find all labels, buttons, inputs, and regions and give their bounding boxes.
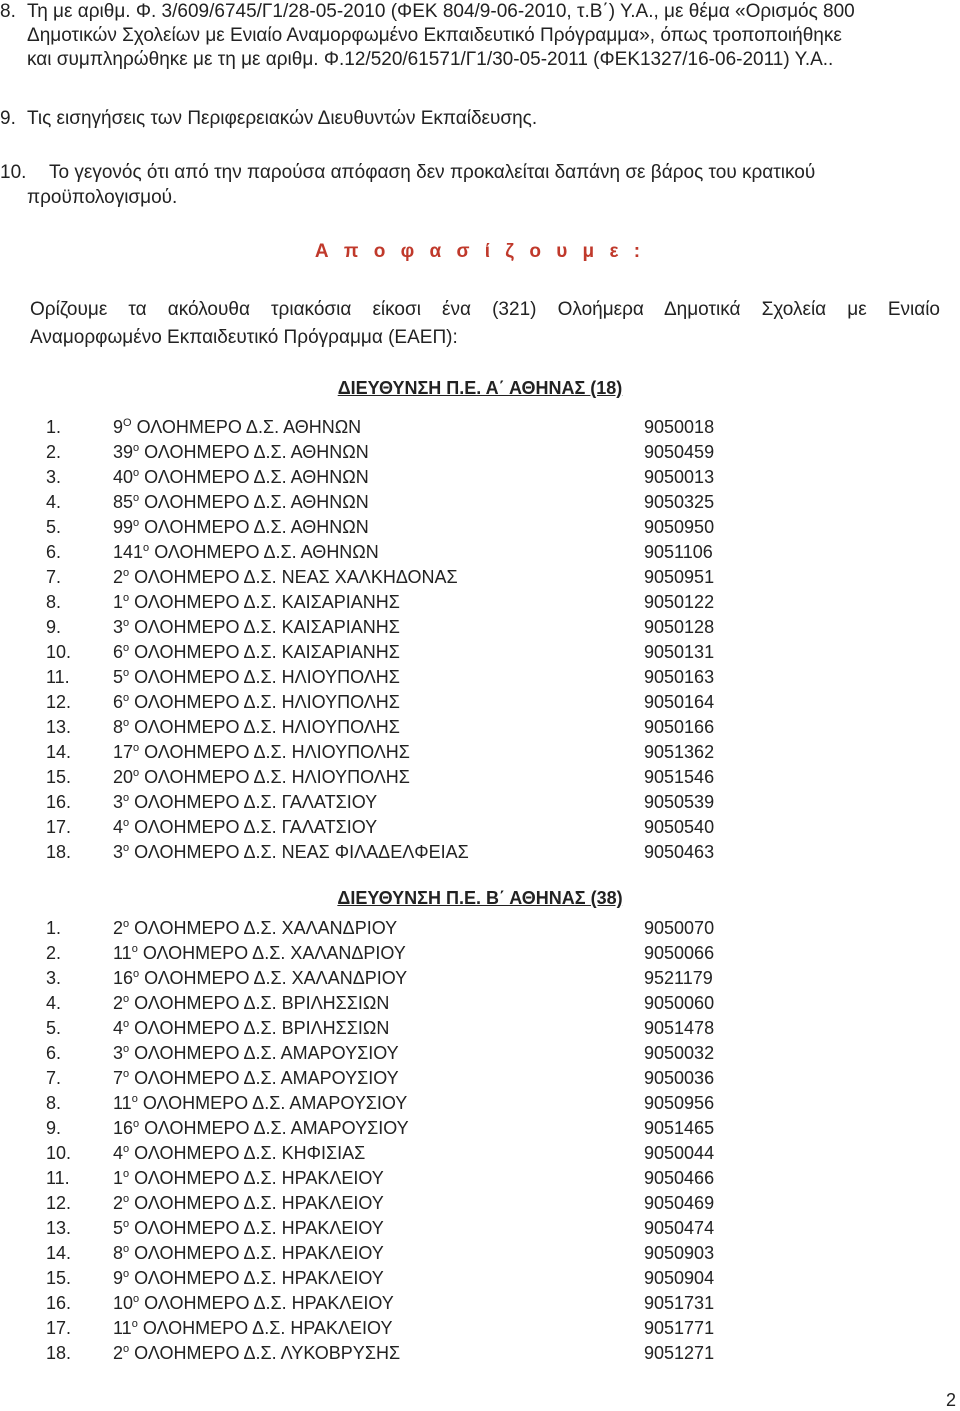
ordinal-suffix: ο xyxy=(131,943,138,955)
school-index: 3. xyxy=(46,467,62,487)
school-code: 9050951 xyxy=(644,567,715,587)
school-index: 17. xyxy=(46,817,72,837)
school-row xyxy=(0,440,960,465)
school-name-text: ΟΛΟΗΜΕΡΟ Δ.Σ. ΗΡΑΚΛΕΙΟΥ xyxy=(134,1168,384,1188)
school-code: 9050060 xyxy=(644,993,715,1013)
school-row xyxy=(0,1341,960,1366)
school-name-text: ΟΛΟΗΜΕΡΟ Δ.Σ. ΗΛΙΟΥΠΟΛΗΣ xyxy=(144,767,410,787)
school-code: 9051731 xyxy=(644,1293,715,1313)
school-row xyxy=(0,1166,960,1191)
school-name xyxy=(113,490,369,515)
school-row xyxy=(0,490,960,515)
school-code: 9050459 xyxy=(644,442,715,462)
school-name-text: ΟΛΟΗΜΕΡΟ Δ.Σ. ΚΗΦΙΣΙΑΣ xyxy=(134,1143,366,1163)
school-ordinal: 11 xyxy=(113,943,132,963)
school-code: 9051465 xyxy=(644,1118,715,1138)
ordinal-suffix: ο xyxy=(123,1018,130,1030)
school-row xyxy=(0,665,960,690)
school-row xyxy=(0,415,960,440)
school-row xyxy=(0,966,960,991)
school-name xyxy=(113,765,410,790)
school-row xyxy=(0,640,960,665)
ordinal-suffix: ο xyxy=(133,442,140,454)
school-row xyxy=(0,790,960,815)
school-name xyxy=(113,991,389,1016)
school-index: 18. xyxy=(46,1343,72,1363)
page-number: 2 xyxy=(945,1390,956,1410)
school-index: 15. xyxy=(46,767,72,787)
school-ordinal: 1 xyxy=(113,592,124,612)
school-code: 9050131 xyxy=(644,642,715,662)
school-index: 5. xyxy=(46,1018,62,1038)
school-ordinal: 2 xyxy=(113,918,124,938)
consideration-number: 10. xyxy=(0,162,27,183)
school-row xyxy=(0,1091,960,1116)
school-name-text: ΟΛΟΗΜΕΡΟ Δ.Σ. ΓΑΛΑΤΣΙΟΥ xyxy=(134,792,378,812)
school-ordinal: 2 xyxy=(113,1343,124,1363)
school-code: 9050539 xyxy=(644,792,715,812)
school-name-text: ΟΛΟΗΜΕΡΟ Δ.Σ. ΗΡΑΚΛΕΙΟΥ xyxy=(142,1318,393,1338)
ordinal-suffix: ο xyxy=(123,1218,130,1230)
section-title-text: ΔΙΕΥΘΥΝΣΗ Π.Ε. Β΄ ΑΘΗΝΑΣ (38) xyxy=(337,888,623,908)
school-name xyxy=(113,1291,394,1316)
school-row xyxy=(0,815,960,840)
section-title-a-athens xyxy=(0,378,960,399)
school-name xyxy=(113,615,400,640)
school-ordinal: 20 xyxy=(113,767,134,787)
school-row xyxy=(0,1066,960,1091)
ordinal-suffix: ο xyxy=(123,567,130,579)
school-row xyxy=(0,1216,960,1241)
school-ordinal: 2 xyxy=(113,993,124,1013)
ordinal-suffix: ο xyxy=(133,1293,140,1305)
school-name-text: ΟΛΟΗΜΕΡΟ Δ.Σ. ΑΜΑΡΟΥΣΙΟΥ xyxy=(142,1093,408,1113)
school-code: 9050903 xyxy=(644,1243,715,1263)
school-list-a-athens xyxy=(0,415,960,865)
ordinal-suffix: ο xyxy=(123,842,130,854)
school-row xyxy=(0,1291,960,1316)
school-name xyxy=(113,440,369,465)
school-code: 9050166 xyxy=(644,717,715,737)
school-ordinal: 4 xyxy=(113,1018,124,1038)
school-code: 9050463 xyxy=(644,842,715,862)
school-name-text: ΟΛΟΗΜΕΡΟ Δ.Σ. ΑΘΗΝΩΝ xyxy=(144,517,369,537)
school-row xyxy=(0,740,960,765)
school-ordinal: 17 xyxy=(113,742,134,762)
ordinal-suffix: Ο xyxy=(123,417,132,429)
school-index: 10. xyxy=(46,1143,72,1163)
ordinal-suffix: ο xyxy=(123,1043,130,1055)
ordinal-suffix: ο xyxy=(123,642,130,654)
ordinal-suffix: ο xyxy=(123,692,130,704)
school-name-text: ΟΛΟΗΜΕΡΟ Δ.Σ. ΚΑΙΣΑΡΙΑΝΗΣ xyxy=(134,592,400,612)
school-index: 11. xyxy=(46,667,70,687)
decision-heading: Α π ο φ α σ ί ζ ο υ μ ε : xyxy=(314,241,646,262)
consideration-item-9 xyxy=(0,107,945,131)
school-code: 9051546 xyxy=(644,767,715,787)
school-code: 9050956 xyxy=(644,1093,715,1113)
consideration-number: 9. xyxy=(0,108,16,129)
school-row xyxy=(0,1191,960,1216)
school-name xyxy=(113,1191,384,1216)
ordinal-suffix: ο xyxy=(133,767,140,779)
school-name-text: ΟΛΟΗΜΕΡΟ Δ.Σ. ΗΡΑΚΛΕΙΟΥ xyxy=(134,1268,384,1288)
school-ordinal: 6 xyxy=(113,692,124,712)
school-name xyxy=(113,966,407,991)
school-ordinal: 3 xyxy=(113,1043,124,1063)
school-index: 6. xyxy=(46,1043,62,1063)
school-code: 9050466 xyxy=(644,1168,715,1188)
school-index: 6. xyxy=(46,542,62,562)
school-ordinal: 16 xyxy=(113,968,134,988)
school-name xyxy=(113,740,410,765)
school-index: 11. xyxy=(46,1168,70,1188)
ordinal-suffix: ο xyxy=(123,993,130,1005)
school-name-text: ΟΛΟΗΜΕΡΟ Δ.Σ. ΗΛΙΟΥΠΟΛΗΣ xyxy=(134,667,400,687)
school-row xyxy=(0,590,960,615)
school-index: 13. xyxy=(46,717,72,737)
school-row xyxy=(0,840,960,865)
school-index: 1. xyxy=(46,417,62,437)
consideration-text: Τις εισηγήσεις των Περιφερειακών Διευθυντών Εκπαίδευσης. xyxy=(27,108,538,129)
school-code: 9050163 xyxy=(644,667,715,687)
ordinal-suffix: ο xyxy=(131,1093,138,1105)
school-code: 9050013 xyxy=(644,467,715,487)
consideration-text-continued: προϋπολογισμού. xyxy=(27,187,178,208)
school-name xyxy=(113,1091,407,1116)
ordinal-suffix: ο xyxy=(143,542,150,554)
ordinal-suffix: ο xyxy=(133,742,140,754)
school-ordinal: 3 xyxy=(113,617,124,637)
school-index: 12. xyxy=(46,1193,72,1213)
school-code: 9050325 xyxy=(644,492,715,512)
consideration-line: Τη με αριθμ. Φ. 3/609/6745/Γ1/28-05-2010 (ΦΕΚ 804/9-06-2010, τ.Β΄) Υ.Α., με θέμα «Ορισμός 800 xyxy=(27,1,855,22)
ordinal-suffix: ο xyxy=(123,1068,130,1080)
school-index: 3. xyxy=(46,968,62,988)
school-name-text: ΟΛΟΗΜΕΡΟ Δ.Σ. ΑΘΗΝΩΝ xyxy=(144,442,369,462)
intro-line: Ορίζουμε τα ακόλουθα τριακόσια είκοσι ένα (321) Ολοήμερα Δημοτικά Σχολεία με Ενιαίο xyxy=(30,299,940,320)
school-ordinal: 11 xyxy=(113,1318,132,1338)
school-row xyxy=(0,1141,960,1166)
school-name-text: ΟΛΟΗΜΕΡΟ Δ.Σ. ΗΡΑΚΛΕΙΟΥ xyxy=(134,1243,384,1263)
school-name-text: ΟΛΟΗΜΕΡΟ Δ.Σ. ΑΘΗΝΩΝ xyxy=(144,492,369,512)
ordinal-suffix: ο xyxy=(123,817,130,829)
school-name xyxy=(113,640,400,665)
school-name xyxy=(113,1216,384,1241)
ordinal-suffix: ο xyxy=(123,592,130,604)
school-code: 9051271 xyxy=(644,1343,715,1363)
ordinal-suffix: ο xyxy=(123,1343,130,1355)
ordinal-suffix: ο xyxy=(123,918,130,930)
ordinal-suffix: ο xyxy=(133,517,140,529)
school-code: 9050036 xyxy=(644,1068,715,1088)
school-name xyxy=(113,1166,384,1191)
school-ordinal: 11 xyxy=(113,1093,132,1113)
school-ordinal: 3 xyxy=(113,842,124,862)
school-row xyxy=(0,615,960,640)
school-code: 9050122 xyxy=(644,592,715,612)
section-title-text: ΔΙΕΥΘΥΝΣΗ Π.Ε. Α΄ ΑΘΗΝΑΣ (18) xyxy=(337,378,623,398)
consideration-number: 8. xyxy=(0,1,16,22)
ordinal-suffix: ο xyxy=(123,1243,130,1255)
school-row xyxy=(0,1116,960,1141)
school-ordinal: 5 xyxy=(113,1218,124,1238)
school-ordinal: 8 xyxy=(113,1243,124,1263)
school-ordinal: 85 xyxy=(113,492,134,512)
school-name-text: ΟΛΟΗΜΕΡΟ Δ.Σ. ΗΡΑΚΛΕΙΟΥ xyxy=(134,1218,384,1238)
school-name-text: ΟΛΟΗΜΕΡΟ Δ.Σ. ΒΡΙΛΗΣΣΙΩΝ xyxy=(134,1018,390,1038)
school-name xyxy=(113,565,458,590)
school-name-text: ΟΛΟΗΜΕΡΟ Δ.Σ. ΑΘΗΝΩΝ xyxy=(154,542,379,562)
school-index: 8. xyxy=(46,592,62,612)
school-row xyxy=(0,1041,960,1066)
school-name-text: ΟΛΟΗΜΕΡΟ Δ.Σ. ΑΜΑΡΟΥΣΙΟΥ xyxy=(144,1118,409,1138)
school-code: 9050018 xyxy=(644,417,715,437)
school-name-text: ΟΛΟΗΜΕΡΟ Δ.Σ. ΑΘΗΝΩΝ xyxy=(144,467,369,487)
school-list-b-athens xyxy=(0,916,960,1366)
ordinal-suffix: ο xyxy=(123,1268,130,1280)
school-index: 15. xyxy=(46,1268,72,1288)
school-name xyxy=(113,1066,399,1091)
school-row xyxy=(0,515,960,540)
consideration-line: και συμπληρώθηκε με τη με αριθμ. Φ.12/520/61571/Γ1/30-05-2011 (ΦΕΚ1327/16-06-2011) Υ.Α.. xyxy=(27,49,834,70)
school-index: 18. xyxy=(46,842,72,862)
school-name-text: ΟΛΟΗΜΕΡΟ Δ.Σ. ΧΑΛΑΝΔΡΙΟΥ xyxy=(142,943,406,963)
ordinal-suffix: ο xyxy=(133,467,140,479)
school-code: 9050950 xyxy=(644,517,715,537)
school-row xyxy=(0,690,960,715)
consideration-line: Δημοτικών Σχολείων με Ενιαίο Αναμορφωμένο Εκπαιδευτικό Πρόγραμμα», όπως τροποποιήθηκε xyxy=(27,25,842,46)
school-name xyxy=(113,590,400,615)
school-name xyxy=(113,515,369,540)
school-name-text: ΟΛΟΗΜΕΡΟ Δ.Σ. ΑΜΑΡΟΥΣΙΟΥ xyxy=(134,1043,399,1063)
ordinal-suffix: ο xyxy=(133,492,140,504)
school-ordinal: 10 xyxy=(113,1293,134,1313)
school-name xyxy=(113,1041,399,1066)
school-index: 2. xyxy=(46,943,62,963)
school-name-text: ΟΛΟΗΜΕΡΟ Δ.Σ. ΓΑΛΑΤΣΙΟΥ xyxy=(134,817,378,837)
ordinal-suffix: ο xyxy=(123,792,130,804)
ordinal-suffix: ο xyxy=(123,1193,130,1205)
ordinal-suffix: ο xyxy=(123,1143,130,1155)
school-index: 5. xyxy=(46,517,62,537)
school-name xyxy=(113,690,400,715)
school-index: 7. xyxy=(46,1068,62,1088)
school-row xyxy=(0,916,960,941)
school-name xyxy=(113,840,469,865)
school-ordinal: 141 xyxy=(113,542,144,562)
school-row xyxy=(0,765,960,790)
school-index: 17. xyxy=(46,1318,72,1338)
ordinal-suffix: ο xyxy=(123,617,130,629)
school-row xyxy=(0,540,960,565)
school-ordinal: 8 xyxy=(113,717,124,737)
school-name xyxy=(113,1016,389,1041)
school-ordinal: 16 xyxy=(113,1118,134,1138)
school-row xyxy=(0,941,960,966)
school-name-text: ΟΛΟΗΜΕΡΟ Δ.Σ. ΗΛΙΟΥΠΟΛΗΣ xyxy=(144,742,410,762)
school-row xyxy=(0,1241,960,1266)
school-name xyxy=(113,715,400,740)
school-name xyxy=(113,1116,409,1141)
school-name-text: ΟΛΟΗΜΕΡΟ Δ.Σ. ΧΑΛΑΝΔΡΙΟΥ xyxy=(134,918,398,938)
school-code: 9050469 xyxy=(644,1193,715,1213)
school-index: 10. xyxy=(46,642,72,662)
school-code: 9051106 xyxy=(644,542,713,562)
ordinal-suffix: ο xyxy=(131,1318,138,1330)
school-name xyxy=(113,465,369,490)
school-ordinal: 2 xyxy=(113,567,124,587)
school-name-text: ΟΛΟΗΜΕΡΟ Δ.Σ. ΒΡΙΛΗΣΣΙΩΝ xyxy=(134,993,390,1013)
school-row xyxy=(0,1016,960,1041)
school-ordinal: 4 xyxy=(113,1143,124,1163)
school-ordinal: 9 xyxy=(113,1268,124,1288)
school-ordinal: 3 xyxy=(113,792,124,812)
school-code: 9050066 xyxy=(644,943,715,963)
school-name-text: ΟΛΟΗΜΕΡΟ Δ.Σ. ΝΕΑΣ ΦΙΛΑΔΕΛΦΕΙΑΣ xyxy=(134,842,469,862)
section-title-b-athens xyxy=(0,888,960,909)
school-ordinal: 5 xyxy=(113,667,124,687)
school-index: 16. xyxy=(46,1293,72,1313)
school-name xyxy=(113,941,406,966)
school-ordinal: 7 xyxy=(113,1068,124,1088)
school-name xyxy=(113,1341,400,1366)
school-code: 9050044 xyxy=(644,1143,715,1163)
school-index: 4. xyxy=(46,993,62,1013)
school-row xyxy=(0,565,960,590)
school-code: 9050164 xyxy=(644,692,715,712)
school-ordinal: 1 xyxy=(113,1168,124,1188)
school-index: 9. xyxy=(46,1118,62,1138)
school-name xyxy=(113,916,397,941)
school-code: 9051478 xyxy=(644,1018,715,1038)
school-row xyxy=(0,715,960,740)
school-index: 12. xyxy=(46,692,72,712)
school-name xyxy=(113,665,400,690)
school-name xyxy=(113,540,379,565)
school-name-text: ΟΛΟΗΜΕΡΟ Δ.Σ. ΗΛΙΟΥΠΟΛΗΣ xyxy=(134,692,400,712)
decision-intro xyxy=(30,296,940,352)
intro-line: Αναμορφωμένο Εκπαιδευτικό Πρόγραμμα (ΕΑΕΠ): xyxy=(30,327,458,348)
school-name-text: ΟΛΟΗΜΕΡΟ Δ.Σ. ΚΑΙΣΑΡΙΑΝΗΣ xyxy=(134,642,400,662)
school-name xyxy=(113,415,361,440)
ordinal-suffix: ο xyxy=(133,1118,140,1130)
ordinal-suffix: ο xyxy=(123,1168,130,1180)
school-name xyxy=(113,1266,384,1291)
school-code: 9521179 xyxy=(644,968,713,988)
school-code: 9050540 xyxy=(644,817,715,837)
school-name-text: ΟΛΟΗΜΕΡΟ Δ.Σ. ΧΑΛΑΝΔΡΙΟΥ xyxy=(144,968,408,988)
school-code: 9050904 xyxy=(644,1268,715,1288)
school-ordinal: 99 xyxy=(113,517,134,537)
school-index: 8. xyxy=(46,1093,62,1113)
school-row xyxy=(0,991,960,1016)
school-name-text: ΟΛΟΗΜΕΡΟ Δ.Σ. ΗΛΙΟΥΠΟΛΗΣ xyxy=(134,717,400,737)
ordinal-suffix: ο xyxy=(123,717,130,729)
school-name-text: ΟΛΟΗΜΕΡΟ Δ.Σ. ΗΡΑΚΛΕΙΟΥ xyxy=(134,1193,384,1213)
school-ordinal: 9 xyxy=(113,417,124,437)
school-index: 14. xyxy=(46,1243,72,1263)
school-index: 2. xyxy=(46,442,62,462)
school-index: 7. xyxy=(46,567,62,587)
school-code: 9051362 xyxy=(644,742,715,762)
school-name xyxy=(113,1316,392,1341)
consideration-text: Το γεγονός ότι από την παρούσα απόφαση δεν προκαλείται δαπάνη σε βάρος του κρατικού xyxy=(49,162,816,183)
school-index: 14. xyxy=(46,742,72,762)
school-row xyxy=(0,1316,960,1341)
school-name xyxy=(113,790,377,815)
ordinal-suffix: ο xyxy=(133,968,140,980)
school-name-text: ΟΛΟΗΜΕΡΟ Δ.Σ. ΑΘΗΝΩΝ xyxy=(136,417,362,437)
school-code: 9050070 xyxy=(644,918,715,938)
school-index: 1. xyxy=(46,918,62,938)
school-index: 13. xyxy=(46,1218,72,1238)
school-name xyxy=(113,1141,365,1166)
school-name-text: ΟΛΟΗΜΕΡΟ Δ.Σ. ΗΡΑΚΛΕΙΟΥ xyxy=(144,1293,394,1313)
school-ordinal: 40 xyxy=(113,467,134,487)
school-ordinal: 2 xyxy=(113,1193,124,1213)
school-name-text: ΟΛΟΗΜΕΡΟ Δ.Σ. ΝΕΑΣ ΧΑΛΚΗΔΟΝΑΣ xyxy=(134,567,458,587)
school-row xyxy=(0,1266,960,1291)
consideration-item-8 xyxy=(0,0,945,72)
school-code: 9051771 xyxy=(644,1318,715,1338)
school-code: 9050128 xyxy=(644,617,715,637)
school-code: 9050474 xyxy=(644,1218,715,1238)
consideration-text xyxy=(27,0,945,72)
consideration-item-10 xyxy=(0,161,950,210)
school-ordinal: 39 xyxy=(113,442,134,462)
school-index: 16. xyxy=(46,792,72,812)
school-name xyxy=(113,1241,384,1266)
school-row xyxy=(0,465,960,490)
school-index: 4. xyxy=(46,492,62,512)
ordinal-suffix: ο xyxy=(123,667,130,679)
school-index: 9. xyxy=(46,617,62,637)
school-name-text: ΟΛΟΗΜΕΡΟ Δ.Σ. ΛΥΚΟΒΡΥΣΗΣ xyxy=(134,1343,401,1363)
school-name-text: ΟΛΟΗΜΕΡΟ Δ.Σ. ΑΜΑΡΟΥΣΙΟΥ xyxy=(134,1068,399,1088)
school-name xyxy=(113,815,377,840)
school-code: 9050032 xyxy=(644,1043,715,1063)
school-name-text: ΟΛΟΗΜΕΡΟ Δ.Σ. ΚΑΙΣΑΡΙΑΝΗΣ xyxy=(134,617,400,637)
school-ordinal: 6 xyxy=(113,642,124,662)
school-ordinal: 4 xyxy=(113,817,124,837)
